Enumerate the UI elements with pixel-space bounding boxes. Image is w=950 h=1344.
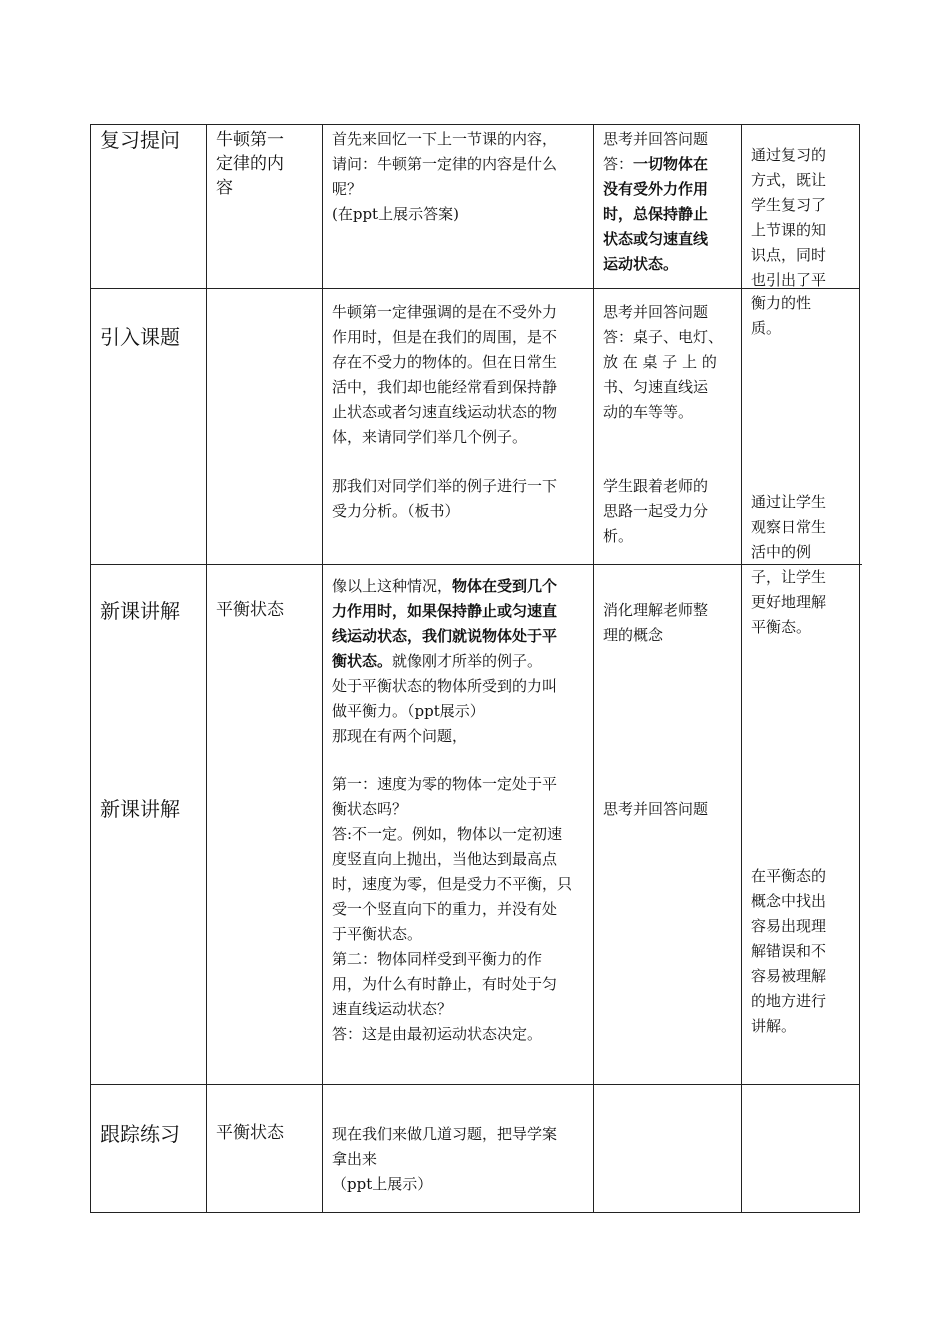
row2-teacher-activity-b: 那我们对同学们举的例子进行一下 受力分析。（板书）: [332, 477, 558, 520]
col-divider-3: [593, 124, 594, 1213]
row2-stage: 引入课题: [100, 325, 180, 349]
row1-teacher-activity: 首先来回忆一下上一节课的内容， 请问：牛顿第一定律的内容是什么 呢？ (在ppt上展示答案): [332, 130, 558, 223]
row3-student-activity-b: 思考并回答问题: [603, 800, 709, 818]
col-divider-1: [206, 124, 207, 1213]
row3-design-intent-a: 子，让学生 更好地理解 平衡态。: [751, 568, 827, 636]
row2-student-activity-b: 学生跟着老师的 思路一起受力分 析。: [603, 477, 709, 545]
row3-teacher-activity-b: 第一：速度为零的物体一定处于平 衡状态吗？ 答:不一定。例如，物体以一定初速 度竖直向上抛出，当他达到最高点 时，速度为零，但是受力不平衡，只 受一个竖直向下的重力，并没有处 于平衡状态。 第二：物体同样受到平衡力的作 用，为什么有时静止，有时处于匀 速直线运动状态？ 答：这是由最初运动状态决定。: [332, 775, 573, 1043]
row2-design-intent-a: 衡力的性 质。: [751, 294, 812, 337]
col-divider-4: [741, 124, 742, 1213]
row2-design-intent-b: 通过让学生 观察日常生 活中的例: [751, 493, 827, 561]
row2-teacher-activity-a: 牛顿第一定律强调的是在不受外力 作用时，但是在我们的周围，是不 存在不受力的物体的。但在日常生 活中，我们却也能经常看到保持静 止状态或者匀速直线运动状态的物 体，来请同学们举几个例子。: [332, 303, 558, 446]
row3-teacher-activity-a: 像以上这种情况，物体在受到几个 力作用时，如果保持静止或匀速直 线运动状态，我们就说物体处于平 衡状态。就像刚才所举的例子。 处于平衡状态的物体所受到的力叫 做平衡力。（ppt展示） 那现在有两个问题，: [332, 577, 558, 745]
table-border-left: [90, 124, 91, 1213]
row4-stage: 跟踪练习: [100, 1122, 180, 1146]
col-divider-2: [322, 124, 323, 1213]
row2-student-activity-a: 思考并回答问题 答：桌子、电灯、 放 在 桌 子 上 的 书、匀速直线运 动的车等等。: [603, 303, 724, 421]
table-border-right: [859, 124, 860, 1213]
row1-stage: 复习提问: [100, 128, 180, 152]
row3-design-intent-b: 在平衡态的 概念中找出 容易出现理 解错误和不 容易被理解 的地方进行 讲解。: [751, 867, 827, 1035]
row4-teacher-activity: 现在我们来做几道习题，把导学案 拿出来 （ppt上展示）: [332, 1125, 558, 1193]
row1-content: 牛顿第一 定律的内 容: [216, 130, 284, 198]
row3-stage-repeat: 新课讲解: [100, 797, 180, 821]
row3-student-activity-a: 消化理解老师整 理的概念: [603, 601, 709, 644]
row4-content: 平衡状态: [216, 1123, 284, 1143]
row3-content: 平衡状态: [216, 600, 284, 620]
row1-design-intent: 通过复习的 方式，既让 学生复习了 上节课的知 识点，同时 也引出了平: [751, 146, 827, 289]
row1-student-activity: 思考并回答问题 答：一切物体在 没有受外力作用 时，总保持静止 状态或匀速直线 运动状态。: [603, 130, 709, 273]
row3-stage: 新课讲解: [100, 599, 180, 623]
